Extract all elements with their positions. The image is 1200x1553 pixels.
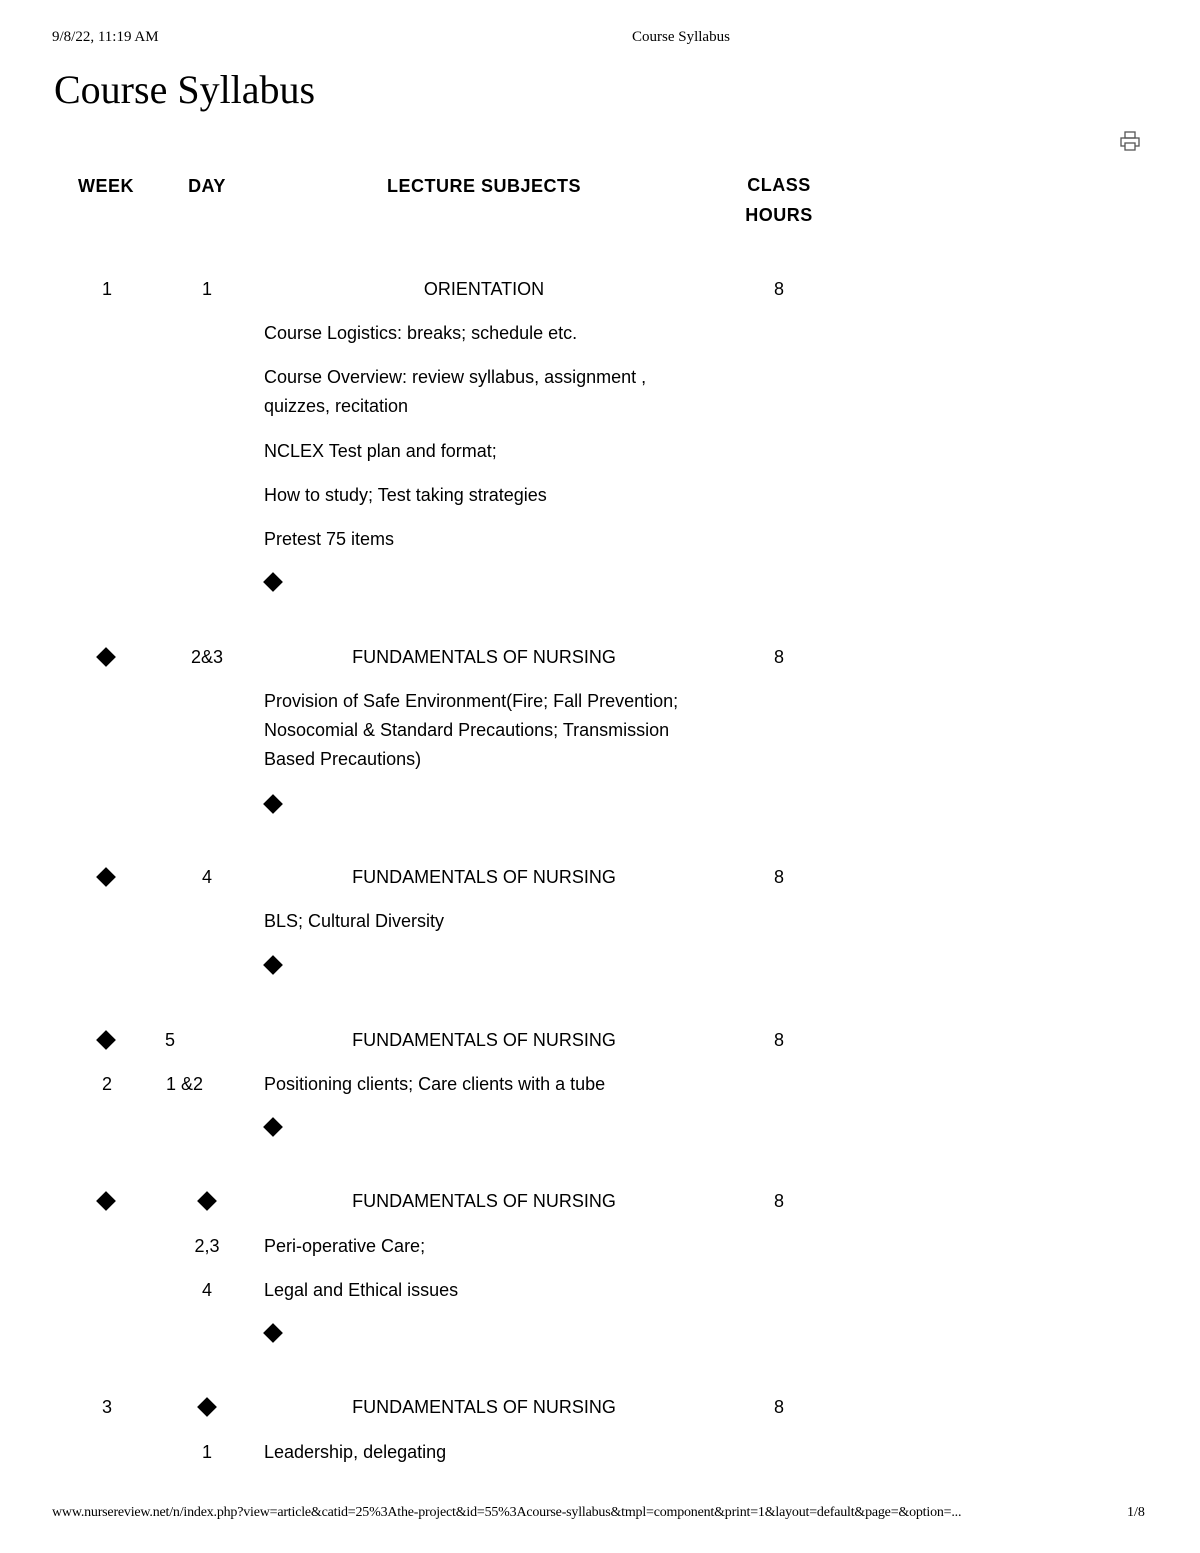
- subject-item: NCLEX Test plan and format;: [264, 441, 497, 461]
- subject-title: ORIENTATION: [423, 279, 545, 299]
- hours-cell: 8: [773, 1397, 784, 1417]
- subject-item: Positioning clients; Care clients with a tube: [264, 1074, 606, 1094]
- page-title: Course Syllabus: [54, 67, 316, 112]
- subject-item: Provision of Safe Environment(Fire; Fall Prevention; Nosocomial & Standard Precautions; Transmission Based Precautions): [264, 691, 679, 769]
- day-cell: 1: [201, 279, 212, 299]
- subject-item: Course Logistics: breaks; schedule etc.: [264, 323, 578, 343]
- week-cell: 3: [101, 1397, 112, 1417]
- col-header-class-hours: [729, 170, 829, 230]
- diamond-bullet-icon: [96, 1030, 116, 1050]
- week-cell: 2: [101, 1074, 112, 1094]
- subject-item: BLS; Cultural Diversity: [264, 911, 445, 931]
- subject-title: FUNDAMENTALS OF NURSING: [352, 1397, 616, 1417]
- diamond-bullet-icon: [263, 1323, 283, 1343]
- day-cell: 1 &2: [166, 1074, 204, 1094]
- hours-cell: 8: [773, 1191, 784, 1211]
- diamond-bullet-icon: [263, 794, 283, 814]
- day-cell: 1: [201, 1442, 212, 1462]
- diamond-bullet-icon: [263, 1117, 283, 1137]
- day-cell: 4: [201, 1280, 212, 1300]
- print-footer-page-number: 1/8: [1127, 1505, 1145, 1520]
- day-cell: 2,3: [194, 1236, 220, 1256]
- hours-cell: 8: [773, 1030, 784, 1050]
- subject-item: Course Overview: review syllabus, assignment , quizzes, recitation: [264, 367, 647, 416]
- day-cell: 4: [201, 867, 212, 887]
- print-icon[interactable]: [1119, 130, 1141, 152]
- diamond-bullet-icon: [263, 955, 283, 975]
- subject-title: FUNDAMENTALS OF NURSING: [352, 1191, 616, 1211]
- print-header-datetime: 9/8/22, 11:19 AM: [52, 29, 159, 45]
- diamond-bullet-icon: [96, 647, 116, 667]
- day-cell: 5: [165, 1030, 176, 1050]
- subject-item: Pretest 75 items: [264, 529, 395, 549]
- subject-title: FUNDAMENTALS OF NURSING: [352, 647, 616, 667]
- col-header-week: WEEK: [78, 176, 134, 196]
- diamond-bullet-icon: [197, 1397, 217, 1417]
- print-header-title: Course Syllabus: [632, 29, 730, 45]
- print-footer-url[interactable]: www.nursereview.net/n/index.php?view=article&catid=25%3Athe-project&id=55%3Acourse-syllabus&tmpl=component&print=1&layout=default&page=&option=...: [52, 1505, 962, 1520]
- col-header-class-hours-line2: HOURS: [745, 205, 813, 225]
- col-header-lecture-subjects: LECTURE SUBJECTS: [386, 176, 582, 196]
- hours-cell: 8: [773, 279, 784, 299]
- subject-item: How to study; Test taking strategies: [264, 485, 547, 505]
- diamond-bullet-icon: [197, 1191, 217, 1211]
- col-header-day: DAY: [188, 176, 226, 196]
- subject-title: FUNDAMENTALS OF NURSING: [352, 1030, 616, 1050]
- day-cell: 2&3: [190, 647, 224, 667]
- subject-title: FUNDAMENTALS OF NURSING: [352, 867, 616, 887]
- subject-item: Peri-operative Care;: [264, 1236, 426, 1256]
- subject-item: Leadership, delegating: [264, 1442, 447, 1462]
- diamond-bullet-icon: [96, 867, 116, 887]
- diamond-bullet-icon: [263, 572, 283, 592]
- col-header-class-hours-line1: CLASS: [747, 175, 811, 195]
- diamond-bullet-icon: [96, 1191, 116, 1211]
- hours-cell: 8: [773, 867, 784, 887]
- subject-item: Legal and Ethical issues: [264, 1280, 459, 1300]
- hours-cell: 8: [773, 647, 784, 667]
- week-cell: 1: [101, 279, 112, 299]
